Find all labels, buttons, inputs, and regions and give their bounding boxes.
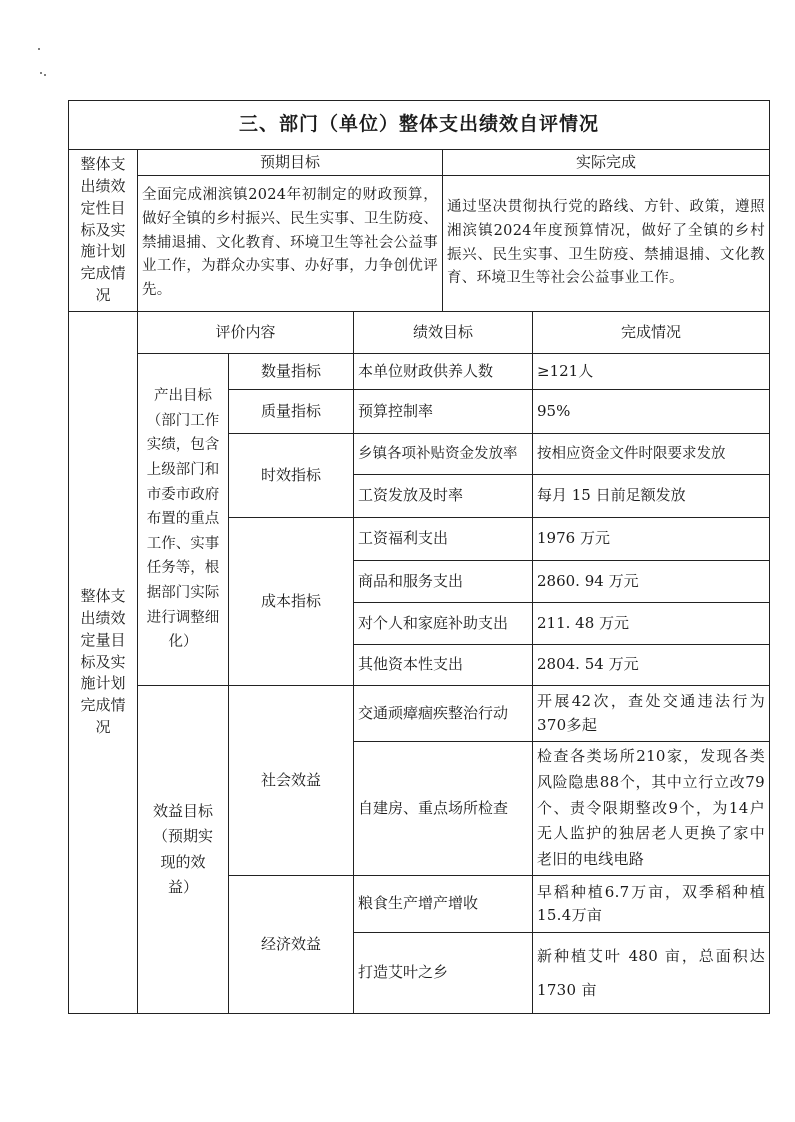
quantity-indicator: 数量指标 xyxy=(228,353,354,390)
table-row-target: 乡镇各项补贴资金发放率 xyxy=(353,433,533,475)
table-row-target: 交通顽瘴痼疾整治行动 xyxy=(353,685,533,742)
performance-target-header: 绩效目标 xyxy=(353,311,533,354)
table-row-result: ≥121人 xyxy=(532,353,770,390)
economic-benefit-indicator: 经济效益 xyxy=(228,875,354,1014)
table-title: 三、部门（单位）整体支出绩效自评情况 xyxy=(68,100,770,150)
table-row-result: 211. 48 万元 xyxy=(532,602,770,645)
table-row-target: 其他资本性支出 xyxy=(353,644,533,686)
table-row-target: 打造艾叶之乡 xyxy=(353,932,533,1014)
benefit-goal-label: 效益目标（预期实现的效益） xyxy=(137,685,229,1014)
completion-status-header: 完成情况 xyxy=(532,311,770,354)
quantitative-row-label: 整体支出绩效定量目标及实施计划完成情况 xyxy=(68,311,138,1014)
table-row-result: 2804. 54 万元 xyxy=(532,644,770,686)
scan-speck xyxy=(44,74,46,76)
table-row-target: 工资发放及时率 xyxy=(353,474,533,518)
table-row-target: 商品和服务支出 xyxy=(353,560,533,603)
expected-goal-header: 预期目标 xyxy=(137,149,443,176)
timeliness-indicator: 时效指标 xyxy=(228,433,354,518)
table-row-target: 本单位财政供养人数 xyxy=(353,353,533,390)
table-row-result: 早稻种植6.7万亩，双季稻种植15.4万亩 xyxy=(532,875,770,933)
output-goal-label: 产出目标（部门工作实绩，包含上级部门和市委市政府布置的重点工作、实事任务等，根据部门实际进行调整细化） xyxy=(137,353,229,686)
table-row-target: 工资福利支出 xyxy=(353,517,533,561)
table-row-target: 粮食生产增产增收 xyxy=(353,875,533,933)
scan-speck xyxy=(40,72,42,74)
table-row-target: 预算控制率 xyxy=(353,389,533,434)
table-row-result: 开展42次，查处交通违法行为370多起 xyxy=(532,685,770,742)
scan-speck xyxy=(38,48,40,50)
table-row-result: 新种植艾叶 480 亩，总面积达1730 亩 xyxy=(532,932,770,1014)
table-row-result: 95% xyxy=(532,389,770,434)
actual-completion-header: 实际完成 xyxy=(442,149,770,176)
table-row-result: 1976 万元 xyxy=(532,517,770,561)
expected-goal-text: 全面完成湘滨镇2024年初制定的财政预算，做好全镇的乡村振兴、民生实事、卫生防疫、禁捕退捕、文化教育、环境卫生等社会公益事业工作，为群众办实事、办好事，力争创优评先。 xyxy=(137,175,443,312)
cost-indicator: 成本指标 xyxy=(228,517,354,686)
quality-indicator: 质量指标 xyxy=(228,389,354,434)
table-row-result: 每月 15 日前足额发放 xyxy=(532,474,770,518)
table-row-result: 检查各类场所210家，发现各类风险隐患88个，其中立行立改79个、责令限期整改9个，为14户无人监护的独居老人更换了家中老旧的电线电路 xyxy=(532,741,770,876)
social-benefit-indicator: 社会效益 xyxy=(228,685,354,876)
actual-completion-text: 通过坚决贯彻执行党的路线、方针、政策，遵照湘滨镇2024年度预算情况，做好了全镇的乡村振兴、民生实事、卫生防疫、禁捕退捕、文化教育、环境卫生等社会公益事业工作。 xyxy=(442,175,770,312)
table-row-target: 自建房、重点场所检查 xyxy=(353,741,533,876)
qualitative-row-label: 整体支出绩效定性目标及实施计划完成情况 xyxy=(68,149,138,312)
table-row-result: 2860. 94 万元 xyxy=(532,560,770,603)
table-row-result: 按相应资金文件时限要求发放 xyxy=(532,433,770,475)
table-row-target: 对个人和家庭补助支出 xyxy=(353,602,533,645)
evaluation-content-header: 评价内容 xyxy=(137,311,354,354)
